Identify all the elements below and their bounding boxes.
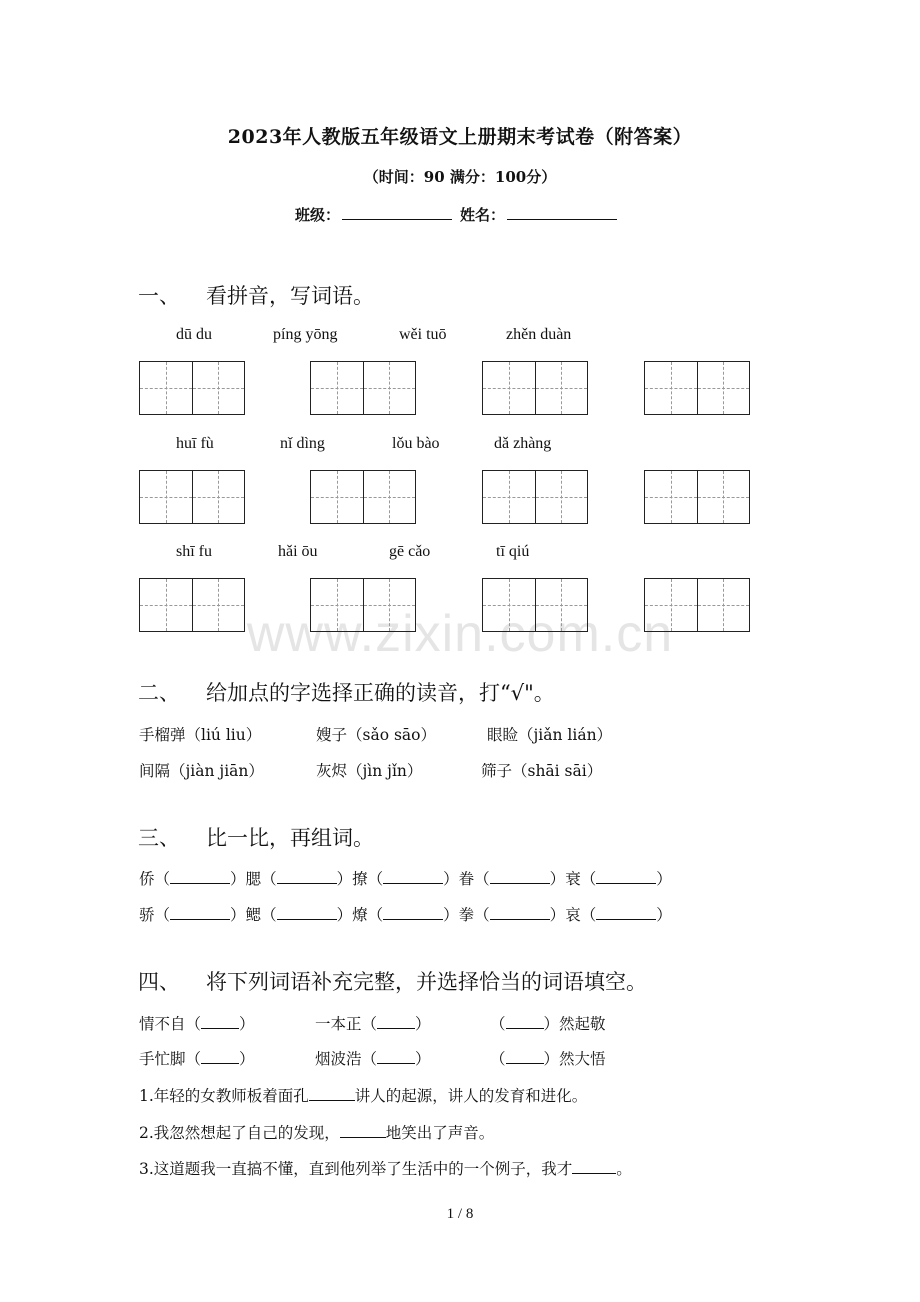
section-2-heading <box>138 677 555 707</box>
exam-time-score: （时间：90 满分：100分） <box>363 168 557 186</box>
pinyin-label: tī qiú <box>496 543 530 560</box>
answer-blank[interactable] <box>277 906 337 920</box>
pinyin-label: gē cǎo <box>389 543 431 560</box>
fill-sentence: 2.我忽然想起了自己的发现， 地笑出了声音。 <box>139 1124 495 1142</box>
section-title: 比一比，再组词。 <box>206 826 374 850</box>
answer-blank[interactable] <box>170 870 230 884</box>
fill-sentence: 3.这道题我一直搞不懂，直到他列举了生活中的一个例子，我才 。 <box>139 1160 632 1178</box>
section-number: 一、 <box>138 284 180 308</box>
name-label: 姓名： <box>460 206 506 224</box>
pinyin-label: dū du <box>176 326 212 343</box>
section-number: 四、 <box>138 970 180 994</box>
pronunciation-item[interactable]: 筛子（shāi sāi） <box>481 762 603 780</box>
pinyin-label: dǎ zhàng <box>494 435 552 452</box>
pronunciation-item[interactable]: 手榴弹（liú liu） <box>139 726 262 744</box>
pinyin-label: shī fu <box>176 543 212 560</box>
section-number: 二、 <box>138 681 180 705</box>
answer-blank[interactable] <box>201 1050 239 1064</box>
pinyin-label: hǎi ōu <box>278 543 318 560</box>
writing-grid[interactable] <box>139 361 245 415</box>
answer-blank[interactable] <box>277 870 337 884</box>
pronunciation-item[interactable]: 眼睑（jiǎn lián） <box>487 726 613 744</box>
writing-grid[interactable] <box>644 361 750 415</box>
pinyin-label: huī fù <box>176 435 214 452</box>
class-label: 班级： <box>294 206 340 224</box>
pinyin-label: lǒu bào <box>392 435 440 452</box>
pinyin-label: wěi tuō <box>399 326 447 343</box>
idiom-item: 手忙脚（ ） <box>139 1050 255 1068</box>
pronunciation-item[interactable]: 间隔（jiàn jiān） <box>139 762 264 780</box>
answer-blank[interactable] <box>377 1050 415 1064</box>
pronunciation-item[interactable]: 嫂子（sǎo sāo） <box>316 726 436 744</box>
writing-grid[interactable] <box>310 578 416 632</box>
idiom-item: 情不自（ ） <box>139 1015 255 1033</box>
section-3-heading <box>138 822 374 852</box>
answer-blank[interactable] <box>596 906 656 920</box>
class-blank[interactable] <box>342 205 452 220</box>
compare-row-2: 骄（ ）鳃（ ）燎（ ）拳（ ）哀（ ） <box>139 906 672 924</box>
answer-blank[interactable] <box>506 1015 544 1029</box>
page-title: 2023年人教版五年级语文上册期末考试卷（附答案） <box>227 126 693 148</box>
section-title: 将下列词语补充完整，并选择恰当的词语填空。 <box>206 970 647 994</box>
writing-grid[interactable] <box>644 470 750 524</box>
section-1-heading <box>138 280 374 310</box>
section-title: 给加点的字选择正确的读音，打“√"。 <box>206 681 555 705</box>
class-name-line <box>0 204 920 225</box>
section-title: 看拼音，写词语。 <box>206 284 374 308</box>
pinyin-label: píng yōng <box>273 326 338 343</box>
writing-grid[interactable] <box>310 470 416 524</box>
idiom-item: 烟波浩（ ） <box>315 1050 431 1068</box>
compare-row-1: 侨（ ）腮（ ）撩（ ）眷（ ）衰（ ） <box>139 870 672 888</box>
answer-blank[interactable] <box>490 870 550 884</box>
answer-blank[interactable] <box>170 906 230 920</box>
answer-blank[interactable] <box>377 1015 415 1029</box>
answer-blank[interactable] <box>201 1015 239 1029</box>
idiom-item: 一本正（ ） <box>315 1015 431 1033</box>
answer-blank[interactable] <box>309 1087 355 1101</box>
fill-sentence: 1.年轻的女教师板着面孔 讲人的起源，讲人的发育和进化。 <box>139 1087 588 1105</box>
idiom-item: （ ）然起敬 <box>490 1015 606 1033</box>
watermark: www.zixin.com.cn <box>246 605 674 663</box>
writing-grid[interactable] <box>644 578 750 632</box>
answer-blank[interactable] <box>490 906 550 920</box>
writing-grid[interactable] <box>139 470 245 524</box>
writing-grid[interactable] <box>139 578 245 632</box>
section-number: 三、 <box>138 826 180 850</box>
writing-grid[interactable] <box>310 361 416 415</box>
answer-blank[interactable] <box>383 906 443 920</box>
writing-grid[interactable] <box>482 470 588 524</box>
pinyin-label: nǐ dìng <box>280 435 325 452</box>
writing-grid[interactable] <box>482 578 588 632</box>
section-4-heading <box>138 966 647 996</box>
answer-blank[interactable] <box>383 870 443 884</box>
page-number: 1 / 8 <box>446 1206 474 1222</box>
answer-blank[interactable] <box>572 1160 616 1174</box>
name-blank[interactable] <box>507 205 617 220</box>
idiom-item: （ ）然大悟 <box>490 1050 606 1068</box>
answer-blank[interactable] <box>506 1050 544 1064</box>
answer-blank[interactable] <box>596 870 656 884</box>
answer-blank[interactable] <box>340 1124 386 1138</box>
pinyin-label: zhěn duàn <box>506 326 572 343</box>
writing-grid[interactable] <box>482 361 588 415</box>
pronunciation-item[interactable]: 灰烬（jìn jǐn） <box>316 762 423 780</box>
